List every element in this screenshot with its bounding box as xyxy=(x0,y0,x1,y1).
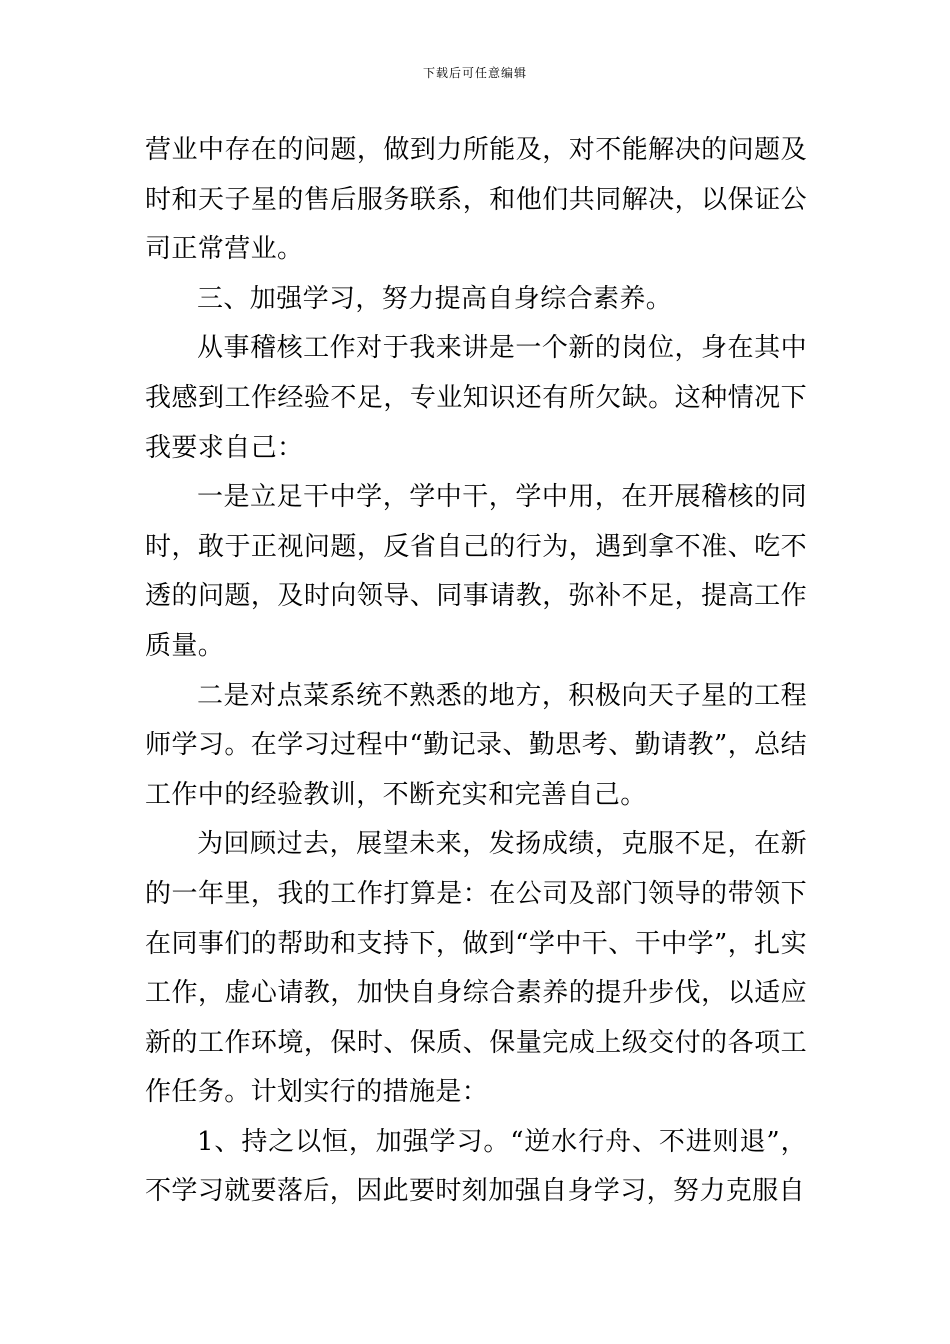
paragraph-4: 一是立足干中学，学中干，学中用，在开展稽核的同时，敢于正视问题，反省自己的行为，遇到拿不准、吃不透的问题，及时向领导、同事请教，弥补不足，提高工作质量。 xyxy=(145,482,807,661)
document-body xyxy=(145,126,807,1217)
paragraph-6: 为回顾过去，展望未来，发扬成绩，克服不足，在新的一年里，我的工作打算是：在公司及部门领导的带领下在同事们的帮助和支持下，做到“学中干、干中学”，扎实工作，虚心请教，加快自身综合素养的提升步伐，以适应新的工作环境，保时、保质、保量完成上级交付的各项工作任务。计划实行的措施是： xyxy=(145,829,807,1108)
page-header: 下载后可任意编辑 xyxy=(422,66,527,80)
paragraph-7: 1、持之以恒，加强学习。“逆水行舟、不进则退”，不学习就要落后，因此要时刻加强自身学习，努力克服自 xyxy=(145,1126,807,1207)
paragraph-2-heading: 三、加强学习，努力提高自身综合素养。 xyxy=(197,283,673,314)
paragraph-1: 营业中存在的问题，做到力所能及，对不能解决的问题及时和天子星的售后服务联系，和他们共同解决，以保证公司正常营业。 xyxy=(145,135,807,265)
paragraph-5: 二是对点菜系统不熟悉的地方，积极向天子星的工程师学习。在学习过程中“勤记录、勤思考、勤请教”，总结工作中的经验教训，不断充实和完善自己。 xyxy=(145,680,807,810)
paragraph-3: 从事稽核工作对于我来讲是一个新的岗位，身在其中我感到工作经验不足，专业知识还有所欠缺。这种情况下我要求自己： xyxy=(145,333,807,463)
